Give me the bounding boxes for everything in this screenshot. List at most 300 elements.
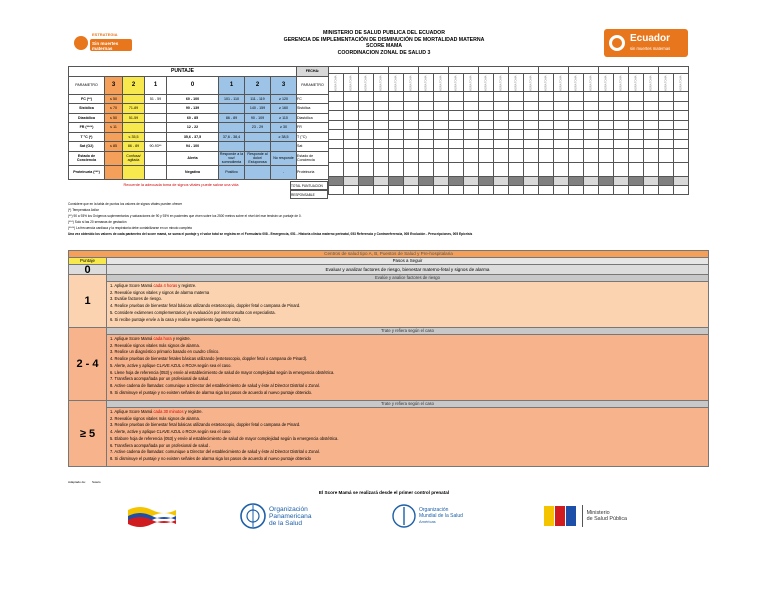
value-cell[interactable] (449, 101, 464, 111)
value-cell[interactable] (569, 139, 584, 149)
step-item (110, 443, 705, 450)
value-cell[interactable] (464, 139, 479, 149)
value-cell[interactable] (419, 163, 434, 177)
value-cell[interactable] (494, 120, 509, 130)
value-cell[interactable] (584, 149, 599, 163)
value-cell[interactable] (509, 130, 524, 140)
ops-line-1: Organización (269, 505, 308, 513)
value-cell[interactable] (629, 139, 644, 149)
param-label-right: Sistólica (297, 104, 329, 114)
value-cell[interactable] (389, 130, 404, 140)
value-cell[interactable] (569, 101, 584, 111)
value-cell[interactable] (539, 139, 554, 149)
value-cell[interactable] (539, 163, 554, 177)
value-cell[interactable] (569, 92, 584, 102)
value-cell[interactable] (479, 149, 494, 163)
value-cell[interactable] (389, 92, 404, 102)
score-cell: 60 - 85 (167, 113, 219, 123)
flag-logo (126, 502, 178, 530)
score-cell: Responde al dolor/ Estuporosa (245, 151, 271, 165)
value-cell[interactable] (404, 120, 419, 130)
value-cell[interactable] (524, 92, 539, 102)
fecha-cell[interactable] (479, 67, 509, 74)
value-cell[interactable] (554, 149, 569, 163)
responsable-cell[interactable] (599, 186, 614, 195)
value-cell[interactable] (644, 92, 659, 102)
value-cell[interactable] (554, 120, 569, 130)
total-cell[interactable] (374, 177, 389, 186)
step-item (110, 449, 705, 456)
value-cell[interactable] (554, 111, 569, 121)
value-cell[interactable] (554, 163, 569, 177)
value-cell[interactable] (584, 92, 599, 102)
value-cell[interactable] (464, 101, 479, 111)
responsable-cell[interactable] (674, 186, 689, 195)
value-cell[interactable] (359, 139, 374, 149)
value-cell[interactable] (404, 111, 419, 121)
step-text: 9. Si disminuye el puntaje y no existen señales de alarma siga los pasos de acuerdo al nuevo puntaje obtenido. (110, 389, 313, 395)
responsable-cell[interactable] (644, 186, 659, 195)
value-cell[interactable] (659, 149, 674, 163)
value-cell[interactable] (524, 163, 539, 177)
value-cell[interactable] (419, 149, 434, 163)
value-cell[interactable] (584, 120, 599, 130)
value-cell[interactable] (599, 149, 614, 163)
responsable-cell[interactable] (524, 186, 539, 195)
value-cell[interactable] (434, 163, 449, 177)
logo-left-top-text: ESTRATEGIA (92, 32, 118, 37)
value-cell[interactable] (404, 101, 419, 111)
value-cell[interactable] (359, 120, 374, 130)
value-cell[interactable] (374, 130, 389, 140)
value-cell[interactable] (659, 92, 674, 102)
total-cell[interactable] (629, 177, 644, 186)
value-cell[interactable] (344, 163, 359, 177)
value-cell[interactable] (419, 139, 434, 149)
step-text: 7. Active cadena de llamadas: comunique a Director del establecimiento de salud y éste al Director Distrital o Zonal. (110, 449, 320, 455)
score-body (69, 94, 329, 179)
value-cell[interactable] (629, 149, 644, 163)
total-cell[interactable] (614, 177, 629, 186)
responsable-cell[interactable] (329, 186, 344, 195)
total-cell[interactable] (344, 177, 359, 186)
hora-cell: HORA TOMA (554, 74, 569, 92)
value-cell[interactable] (389, 101, 404, 111)
value-cell[interactable] (629, 111, 644, 121)
value-cell[interactable] (404, 163, 419, 177)
value-cell[interactable] (614, 139, 629, 149)
value-cell[interactable] (359, 101, 374, 111)
note-4: (****) La frecuencia cardiaca y la respiratoria debe contabilizarse en un minuto completo (68, 226, 193, 230)
value-cell[interactable] (524, 130, 539, 140)
value-cell[interactable] (389, 120, 404, 130)
total-cell[interactable] (584, 177, 599, 186)
value-cell[interactable] (539, 120, 554, 130)
value-cell[interactable] (509, 163, 524, 177)
value-cell[interactable] (614, 120, 629, 130)
value-cell[interactable] (674, 92, 689, 102)
value-cell[interactable] (584, 163, 599, 177)
value-cell[interactable] (449, 130, 464, 140)
total-cell[interactable] (404, 177, 419, 186)
value-cell[interactable] (599, 139, 614, 149)
score-cell: ≥ 120 (271, 94, 297, 104)
score-cell: ≤ 35,5 (123, 132, 145, 142)
value-cell[interactable] (464, 149, 479, 163)
value-cell[interactable] (329, 163, 344, 177)
value-cell[interactable] (599, 101, 614, 111)
fecha-cell[interactable] (569, 67, 599, 74)
value-cell[interactable] (359, 130, 374, 140)
fecha-cell[interactable] (539, 67, 569, 74)
value-cell[interactable] (434, 92, 449, 102)
hora-cell: HORA TOMA (479, 74, 494, 92)
value-cell[interactable] (404, 92, 419, 102)
responsable-cell[interactable] (404, 186, 419, 195)
responsable-cell[interactable] (584, 186, 599, 195)
fecha-cell[interactable] (509, 67, 539, 74)
score-row (69, 94, 329, 104)
value-cell[interactable] (479, 163, 494, 177)
score-row (69, 151, 329, 165)
value-cell[interactable] (524, 111, 539, 121)
value-cell[interactable] (374, 120, 389, 130)
total-cell[interactable] (494, 177, 509, 186)
value-cell[interactable] (329, 120, 344, 130)
value-cell[interactable] (344, 101, 359, 111)
value-cell[interactable] (659, 120, 674, 130)
value-cell[interactable] (539, 149, 554, 163)
score-cell: Alerta (167, 151, 219, 165)
value-cell[interactable] (539, 92, 554, 102)
fecha-cell[interactable] (449, 67, 479, 74)
value-cell[interactable] (389, 163, 404, 177)
total-cell[interactable] (479, 177, 494, 186)
value-cell[interactable] (329, 130, 344, 140)
step-item (110, 390, 705, 397)
value-cell[interactable] (629, 163, 644, 177)
value-cell[interactable] (404, 139, 419, 149)
total-cell[interactable] (524, 177, 539, 186)
value-cell[interactable] (344, 130, 359, 140)
value-cell[interactable] (374, 111, 389, 121)
score-cell (145, 132, 167, 142)
total-cell[interactable] (674, 177, 689, 186)
fecha-cell[interactable] (599, 67, 629, 74)
value-cell[interactable] (494, 130, 509, 140)
fecha-cell[interactable] (419, 67, 449, 74)
value-cell[interactable] (434, 120, 449, 130)
value-cell[interactable] (644, 120, 659, 130)
value-cell[interactable] (374, 92, 389, 102)
value-cell[interactable] (329, 101, 344, 111)
value-cell[interactable] (419, 111, 434, 121)
value-cell[interactable] (569, 149, 584, 163)
responsable-cell[interactable] (494, 186, 509, 195)
fecha-cell[interactable] (389, 67, 419, 74)
total-cell[interactable] (554, 177, 569, 186)
value-cell[interactable] (539, 130, 554, 140)
value-cell[interactable] (599, 92, 614, 102)
value-cell[interactable] (389, 149, 404, 163)
value-cell[interactable] (539, 111, 554, 121)
value-cell[interactable] (629, 120, 644, 130)
value-cell[interactable] (509, 92, 524, 102)
responsable-cell[interactable] (554, 186, 569, 195)
value-cell[interactable] (434, 149, 449, 163)
responsable-cell[interactable] (464, 186, 479, 195)
value-cell[interactable] (389, 111, 404, 121)
value-cell[interactable] (329, 111, 344, 121)
score-cell: 140 - 159 (245, 104, 271, 114)
value-cell[interactable] (374, 139, 389, 149)
score-cell (245, 132, 271, 142)
total-cell[interactable] (449, 177, 464, 186)
hora-cell: HORA TOMA (674, 74, 689, 92)
value-cell[interactable] (614, 130, 629, 140)
value-cell[interactable] (569, 130, 584, 140)
value-cell[interactable] (554, 101, 569, 111)
value-cell[interactable] (464, 130, 479, 140)
value-cell[interactable] (614, 101, 629, 111)
value-cell[interactable] (374, 149, 389, 163)
value-cell[interactable] (434, 101, 449, 111)
total-cell[interactable] (359, 177, 374, 186)
value-cell[interactable] (344, 120, 359, 130)
value-cell[interactable] (644, 149, 659, 163)
step-text: 7. Transfiera acompañada por un profesional de salud . (110, 376, 211, 382)
value-cell[interactable] (479, 120, 494, 130)
value-cell[interactable] (494, 149, 509, 163)
score-cell: 60 - 100 (167, 94, 219, 104)
value-cell[interactable] (464, 111, 479, 121)
step-frequency: cada 30 minutos (153, 409, 184, 414)
responsable-cell[interactable] (569, 186, 584, 195)
responsable-cell[interactable] (434, 186, 449, 195)
value-cell[interactable] (494, 111, 509, 121)
responsable-cell[interactable] (614, 186, 629, 195)
value-cell[interactable] (464, 120, 479, 130)
value-cell[interactable] (434, 139, 449, 149)
total-cell[interactable] (434, 177, 449, 186)
value-cell[interactable] (344, 149, 359, 163)
responsable-cell[interactable] (479, 186, 494, 195)
value-cell[interactable] (674, 130, 689, 140)
value-cell[interactable] (494, 139, 509, 149)
value-cell[interactable] (674, 163, 689, 177)
note-0: Considere que en la tabla de puntos los valores de signos vitales pueden ofrecer (68, 202, 183, 206)
value-cell[interactable] (509, 111, 524, 121)
value-cell[interactable] (674, 139, 689, 149)
step-item (110, 290, 705, 297)
value-cell[interactable] (614, 111, 629, 121)
value-cell[interactable] (434, 111, 449, 121)
value-cell[interactable] (449, 149, 464, 163)
responsable-cell[interactable] (539, 186, 554, 195)
value-cell[interactable] (524, 139, 539, 149)
responsable-cell[interactable] (389, 186, 404, 195)
value-cell[interactable] (674, 101, 689, 111)
value-cell[interactable] (659, 163, 674, 177)
responsable-cell[interactable] (344, 186, 359, 195)
responsable-cell[interactable] (659, 186, 674, 195)
value-cell[interactable] (359, 149, 374, 163)
value-cell[interactable] (359, 111, 374, 121)
value-cell[interactable] (449, 92, 464, 102)
value-cell[interactable] (599, 120, 614, 130)
total-cell[interactable] (539, 177, 554, 186)
value-cell[interactable] (449, 139, 464, 149)
estrategia-logo (72, 29, 134, 57)
value-cell[interactable] (659, 139, 674, 149)
total-cell[interactable] (599, 177, 614, 186)
value-cell[interactable] (404, 130, 419, 140)
value-cell[interactable] (614, 149, 629, 163)
value-cell[interactable] (584, 139, 599, 149)
value-cell[interactable] (344, 139, 359, 149)
step-item (110, 356, 705, 363)
value-cell[interactable] (419, 130, 434, 140)
value-cell[interactable] (494, 92, 509, 102)
value-cell[interactable] (644, 101, 659, 111)
score-cell (123, 123, 145, 133)
score-cell (123, 94, 145, 104)
total-cell[interactable] (464, 177, 479, 186)
value-cell[interactable] (449, 111, 464, 121)
total-cell[interactable] (329, 177, 344, 186)
responsable-cell[interactable] (374, 186, 389, 195)
value-cell[interactable] (614, 163, 629, 177)
protocol-col-puntaje: Puntaje (69, 258, 107, 265)
value-cell[interactable] (524, 101, 539, 111)
responsable-cell[interactable] (449, 186, 464, 195)
value-cell[interactable] (464, 92, 479, 102)
total-cell[interactable] (389, 177, 404, 186)
value-cell[interactable] (599, 130, 614, 140)
value-cell[interactable] (389, 139, 404, 149)
value-cell[interactable] (659, 101, 674, 111)
adapted-label: Adaptado de: (68, 480, 86, 484)
fecha-cell[interactable] (659, 67, 689, 74)
value-cell[interactable] (554, 139, 569, 149)
value-cell[interactable] (329, 92, 344, 102)
value-cell[interactable] (479, 111, 494, 121)
value-cell[interactable] (599, 163, 614, 177)
step-item (110, 436, 705, 443)
row3-steps (107, 408, 709, 467)
value-cell[interactable] (374, 101, 389, 111)
value-cell[interactable] (434, 130, 449, 140)
value-cell[interactable] (419, 101, 434, 111)
responsable-cell[interactable] (419, 186, 434, 195)
value-cell[interactable] (554, 92, 569, 102)
value-cell[interactable] (419, 92, 434, 102)
step-text: 3. Realice un diagnóstico primario basado en cuadro clínico. (110, 349, 220, 355)
total-cell[interactable] (644, 177, 659, 186)
value-cell[interactable] (404, 149, 419, 163)
value-cell[interactable] (629, 130, 644, 140)
value-cell[interactable] (614, 92, 629, 102)
value-cell[interactable] (599, 111, 614, 121)
value-cell[interactable] (629, 101, 644, 111)
step-text: 3. Evalúe factores de riesgo. (110, 296, 162, 302)
fecha-label: FECHA: (297, 67, 329, 77)
total-cell[interactable] (659, 177, 674, 186)
value-cell[interactable] (494, 101, 509, 111)
total-cell[interactable] (509, 177, 524, 186)
value-cell[interactable] (374, 163, 389, 177)
value-cell[interactable] (479, 130, 494, 140)
score-cell (145, 165, 167, 179)
value-cell[interactable] (629, 92, 644, 102)
responsable-cell[interactable] (629, 186, 644, 195)
value-cell[interactable] (659, 111, 674, 121)
value-cell[interactable] (329, 149, 344, 163)
value-cell[interactable] (674, 149, 689, 163)
value-cell[interactable] (584, 111, 599, 121)
fecha-cell[interactable] (329, 67, 359, 74)
value-cell[interactable] (569, 120, 584, 130)
value-cell[interactable] (419, 120, 434, 130)
fecha-cell[interactable] (359, 67, 389, 74)
value-cell[interactable] (479, 101, 494, 111)
value-cell[interactable] (584, 130, 599, 140)
value-cell[interactable] (359, 92, 374, 102)
value-cell[interactable] (329, 139, 344, 149)
value-cell[interactable] (464, 163, 479, 177)
value-cell[interactable] (479, 92, 494, 102)
total-cell[interactable] (569, 177, 584, 186)
value-cell[interactable] (584, 101, 599, 111)
step-item (110, 336, 705, 343)
value-cell[interactable] (344, 92, 359, 102)
value-cell[interactable] (569, 163, 584, 177)
value-cell[interactable] (659, 130, 674, 140)
value-cell[interactable] (569, 111, 584, 121)
responsable-cell[interactable] (509, 186, 524, 195)
value-cell[interactable] (509, 139, 524, 149)
responsable-cell[interactable] (359, 186, 374, 195)
value-cell[interactable] (509, 101, 524, 111)
value-cell[interactable] (449, 120, 464, 130)
value-cell[interactable] (494, 163, 509, 177)
value-cell[interactable] (644, 139, 659, 149)
step-text: 1. Aplique Score Mamá (110, 283, 154, 288)
value-cell[interactable] (509, 149, 524, 163)
value-cell[interactable] (554, 130, 569, 140)
value-cell[interactable] (359, 163, 374, 177)
value-cell[interactable] (644, 111, 659, 121)
total-cell[interactable] (419, 177, 434, 186)
value-cell[interactable] (479, 139, 494, 149)
step-text: 8. Active cadena de llamadas: comunique a Director del establecimiento de salud y éste al Director Distrital o Zonal. (110, 382, 320, 388)
step-text: 1. Aplique Score Mamá (110, 409, 154, 414)
value-cell[interactable] (644, 163, 659, 177)
param-label-right: Proteinuria (297, 165, 329, 179)
value-cell[interactable] (524, 120, 539, 130)
value-cell[interactable] (509, 120, 524, 130)
value-cell[interactable] (344, 111, 359, 121)
oms-line-3: Américas (419, 519, 436, 524)
value-cell[interactable] (674, 111, 689, 121)
value-cell[interactable] (524, 149, 539, 163)
fecha-cell[interactable] (629, 67, 659, 74)
col-3-right: 3 (271, 76, 297, 94)
value-cell[interactable] (449, 163, 464, 177)
value-cell[interactable] (674, 120, 689, 130)
value-cell[interactable] (539, 101, 554, 111)
value-cell[interactable] (644, 130, 659, 140)
